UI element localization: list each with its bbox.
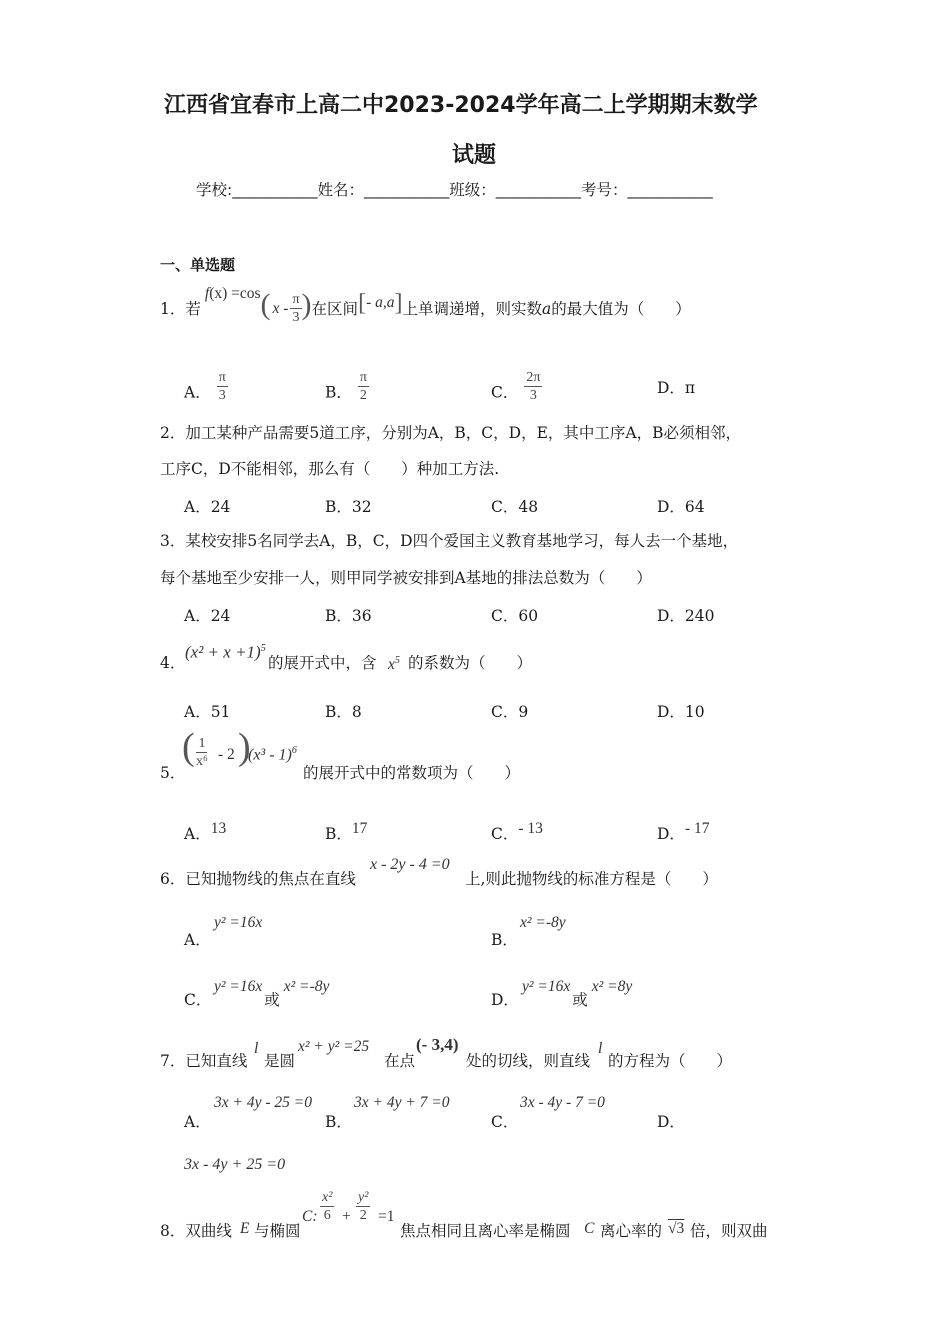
q7-option-a[interactable]: 3x + 4y - 25 =0: [214, 1094, 312, 1111]
question-3-line1: 3．某校安排5名同学去A，B，C，D四个爱国主义教育基地学习，每人去一个基地，: [160, 532, 739, 550]
q6-line-equation: x - 2y - 4 =0: [370, 856, 450, 873]
id-field[interactable]: 考号：___________: [581, 181, 713, 199]
page-title-line2: 试题: [452, 143, 497, 168]
question-7: 7．已知直线 l 是圆 x² + y² =25 在点 (- 3,4) 处的切线，则直线 l 的方程为（ ）: [160, 1034, 800, 1074]
q1-interval: - a,a: [366, 294, 395, 311]
q1-options: [184, 364, 744, 404]
question-2-line1: 2．加工某种产品需要5道工序，分别为A，B，C，D，E，其中工序A，B必须相邻，: [160, 424, 741, 442]
q4-option-d[interactable]: D．10: [657, 703, 705, 721]
question-2-line2: 工序C，D不能相邻，那么有（ ）种加工方法.: [160, 460, 500, 478]
q5-option-b[interactable]: B．17: [325, 820, 368, 843]
q5-second: (x³ - 1)$^6$: [248, 745, 297, 764]
q3-option-d[interactable]: D．240: [657, 607, 715, 625]
q8-fraction-1: $\frac{\text{x²}}{6}$: [322, 1190, 333, 1223]
q1-option-d[interactable]: D．π: [657, 379, 696, 397]
q4-expression: $(x^2 + x +1)^5$: [185, 642, 266, 662]
question-6: 6．已知抛物线的焦点在直线 x - 2y - 4 =0 上,则此抛物线的标准方程是（ ）: [160, 852, 780, 892]
q2-option-d[interactable]: D．64: [657, 498, 705, 516]
q4-option-a[interactable]: A．51: [184, 703, 231, 721]
question-1: 1．若 f(x) =cos ( x - $\frac{\pi}{3}$ ) 在区间 [ - a,a ] 上单调递增，则实数 a 的最大值为（ ）: [160, 284, 691, 334]
q6-option-a[interactable]: y² =16x: [214, 914, 263, 931]
q1-number: 1．若: [160, 300, 201, 318]
school-field[interactable]: 学校:___________: [196, 181, 318, 199]
q6-option-b[interactable]: x² =-8y: [520, 914, 566, 931]
question-3-line2: 每个基地至少安排一人，则甲同学被安排到A基地的排法总数为（ ）: [160, 569, 652, 587]
q1-inner: x -: [272, 300, 289, 317]
q3-option-a[interactable]: A．24: [184, 607, 231, 625]
q8-sqrt3: √3: [668, 1220, 685, 1237]
q6-option-d[interactable]: y² =16x或x² =8y: [522, 978, 633, 1009]
q6-options-row1: A． y² =16x B． x² =-8y: [184, 914, 566, 949]
q4-x5: $x^5$: [388, 655, 400, 674]
q7-options-row: A． 3x + 4y - 25 =0 B． 3x + 4y + 7 =0 C． 3x - 4y - 7 =0 D．: [184, 1094, 685, 1131]
q5-fraction: $\frac{1}{\text{x⁶}}$: [196, 736, 208, 769]
q7-point: (- 3,4): [416, 1035, 459, 1054]
section-heading: 一、单选题: [160, 256, 236, 274]
q8-fraction-2: $\frac{\text{y²}}{2}$: [358, 1190, 369, 1223]
q2-option-b[interactable]: B．32: [325, 498, 372, 516]
q7-option-d[interactable]: 3x - 4y + 25 =0: [184, 1156, 286, 1173]
q5-option-a[interactable]: A．13: [184, 820, 227, 843]
q4-option-b[interactable]: B．8: [325, 703, 362, 721]
q7-circle-equation: x² + y² =25: [298, 1038, 370, 1055]
q2-option-c[interactable]: C．48: [491, 498, 539, 516]
q1-option-c[interactable]: C． $\frac{2\pi}{3}$: [491, 370, 541, 403]
class-field[interactable]: 班级：___________: [449, 181, 582, 199]
q4-option-c[interactable]: C．9: [491, 703, 529, 721]
q1-option-a[interactable]: A． $\frac{\pi}{3}$: [184, 370, 226, 403]
q7-option-c[interactable]: 3x - 4y - 7 =0: [520, 1094, 605, 1111]
q1-fraction: $\frac{\pi}{3}$: [292, 291, 300, 325]
info-fields: [196, 178, 713, 200]
q2-option-a[interactable]: A．24: [184, 498, 231, 516]
q5-option-c[interactable]: C．- 13: [491, 820, 543, 843]
q7-option-b[interactable]: 3x + 4y + 7 =0: [354, 1094, 450, 1111]
q3-option-c[interactable]: C．60: [491, 607, 539, 625]
q6-option-c[interactable]: y² =16x或x² =-8y: [214, 978, 330, 1009]
q5-option-d[interactable]: D．- 17: [657, 820, 710, 843]
name-field[interactable]: 姓名：___________: [317, 181, 450, 199]
q6-options-row2: C． y² =16x或x² =-8y D． y² =16x或x² =8y: [184, 974, 784, 1010]
question-8: 8．双曲线 E 与椭圆 C: $\frac{\text{x²}}{6}$ + $\frac{\text{y²}}{2}$ =1 焦点相同且离心率是椭圆 C 离心率的 √3 倍，则双曲: [160, 1190, 768, 1240]
q1-function: f(x) =cos: [204, 284, 261, 302]
page-title-line1: 江西省宜春市上高二中2023-2024学年高二上学期期末数学: [164, 93, 758, 118]
q3-option-b[interactable]: B．36: [325, 607, 372, 625]
q1-option-b[interactable]: B． $\frac{\pi}{2}$: [325, 370, 367, 403]
q5-options: [184, 818, 744, 842]
